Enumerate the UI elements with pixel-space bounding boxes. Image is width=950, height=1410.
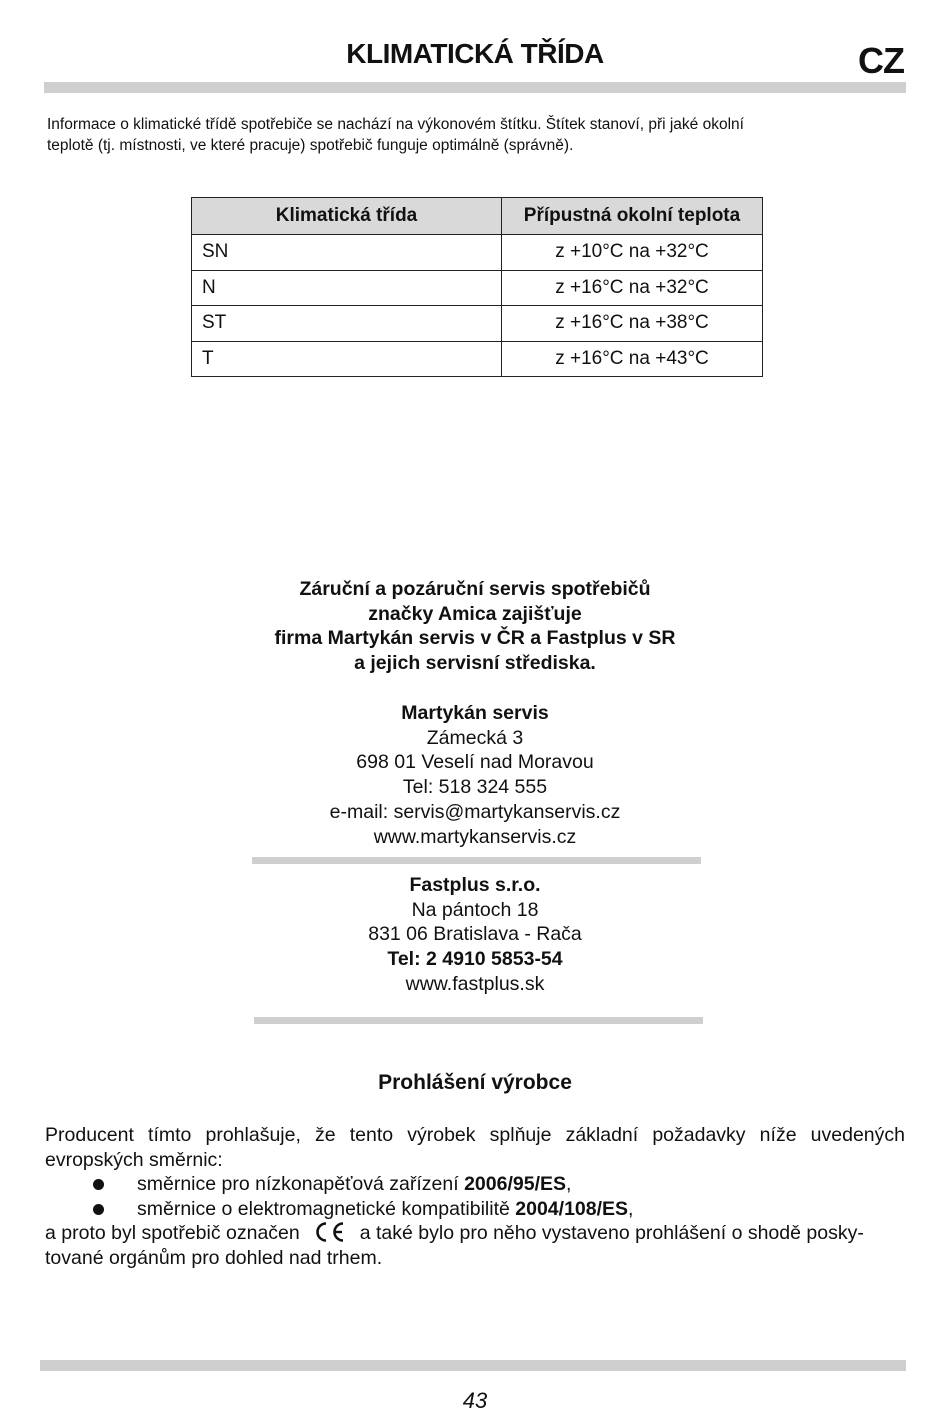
intro-text xyxy=(47,114,877,156)
separator xyxy=(254,1017,703,1024)
footer-bar xyxy=(40,1360,906,1371)
table-header-row xyxy=(192,198,763,235)
intro-line: Informace o klimatické třídě spotřebiče se nachází na výkonovém štítku. Štítek stanoví, při jaké okolní xyxy=(47,116,744,133)
directive-suffix: , xyxy=(566,1173,572,1195)
ce-mark-icon xyxy=(312,1221,346,1243)
column-header-class: Klimatická třída xyxy=(192,198,502,235)
directive-code: 2006/95/ES xyxy=(464,1173,566,1195)
bullet-icon xyxy=(93,1179,104,1190)
list-item xyxy=(45,1197,905,1222)
climate-class-table xyxy=(191,197,763,377)
temperature-cell: z +16°C na +32°C xyxy=(502,270,763,306)
service-intro-line: značky Amica zajišťuje xyxy=(368,602,582,625)
intro-line: teplotě (tj. místnosti, ve které pracuje) spotřebič funguje optimálně (správně). xyxy=(47,137,574,154)
service-intro-line: Záruční a pozáruční servis spotřebičů xyxy=(299,578,651,600)
service-intro xyxy=(0,577,950,676)
header-bar xyxy=(44,82,906,93)
city-address: 698 01 Veselí nad Moravou xyxy=(356,751,594,774)
email-address: e-mail: servis@martykanservis.cz xyxy=(329,800,621,823)
fastplus-contact xyxy=(0,873,950,997)
service-intro-line: a jejich servisní střediska. xyxy=(354,652,596,675)
class-cell: ST xyxy=(192,306,502,342)
company-name: Martykán servis xyxy=(401,702,549,724)
directive-text: směrnice o elektromagnetické kompatibilitě xyxy=(137,1197,516,1220)
street-address: Zámecká 3 xyxy=(426,726,524,749)
closing-text-before: a proto byl spotřebič označen xyxy=(45,1222,300,1244)
separator xyxy=(252,857,701,864)
website: www.fastplus.sk xyxy=(405,972,545,995)
temperature-cell: z +10°C na +32°C xyxy=(502,235,763,271)
declaration-text xyxy=(45,1123,905,1270)
street-address: Na pántoch 18 xyxy=(411,898,539,921)
phone-number: Tel: 2 4910 5853-54 xyxy=(387,948,563,971)
list-item xyxy=(45,1172,905,1197)
website: www.martykanservis.cz xyxy=(373,825,577,848)
closing-text-after: a také bylo pro něho vystaveno prohlášení o shodě posky- xyxy=(359,1222,864,1244)
column-header-temperature: Přípustná okolní teplota xyxy=(502,198,763,235)
service-intro-line: firma Martykán servis v ČR a Fastplus v SR xyxy=(274,627,676,650)
table-row xyxy=(192,341,763,377)
class-cell: SN xyxy=(192,235,502,271)
phone-number: Tel: 518 324 555 xyxy=(402,776,548,799)
bullet-icon xyxy=(93,1204,104,1215)
table-row xyxy=(192,235,763,271)
directive-text: směrnice pro nízkonapěťová zařízení xyxy=(137,1173,465,1195)
directive-code: 2004/108/ES xyxy=(515,1197,629,1220)
declaration-title: Prohlášení výrobce xyxy=(378,1071,572,1094)
temperature-cell: z +16°C na +43°C xyxy=(502,341,763,377)
closing-line-2: tované orgánům pro dohled nad trhem. xyxy=(45,1246,383,1269)
declaration-paragraph: Producent tímto prohlašuje, že tento výrobek splňuje základní požadavky níže uvedených evropských směrnic: xyxy=(45,1124,905,1171)
language-code: CZ xyxy=(858,40,904,81)
class-cell: T xyxy=(192,341,502,377)
temperature-cell: z +16°C na +38°C xyxy=(502,306,763,342)
table-row xyxy=(192,270,763,306)
table-row xyxy=(192,306,763,342)
page-number: 43 xyxy=(462,1388,488,1410)
city-address: 831 06 Bratislava - Rača xyxy=(368,923,582,946)
company-name: Fastplus s.r.o. xyxy=(409,874,541,896)
page-title: KLIMATICKÁ TŘÍDA xyxy=(346,38,604,69)
closing-line xyxy=(45,1221,905,1246)
directive-suffix: , xyxy=(628,1197,634,1220)
class-cell: N xyxy=(192,270,502,306)
martykan-contact xyxy=(0,701,950,849)
